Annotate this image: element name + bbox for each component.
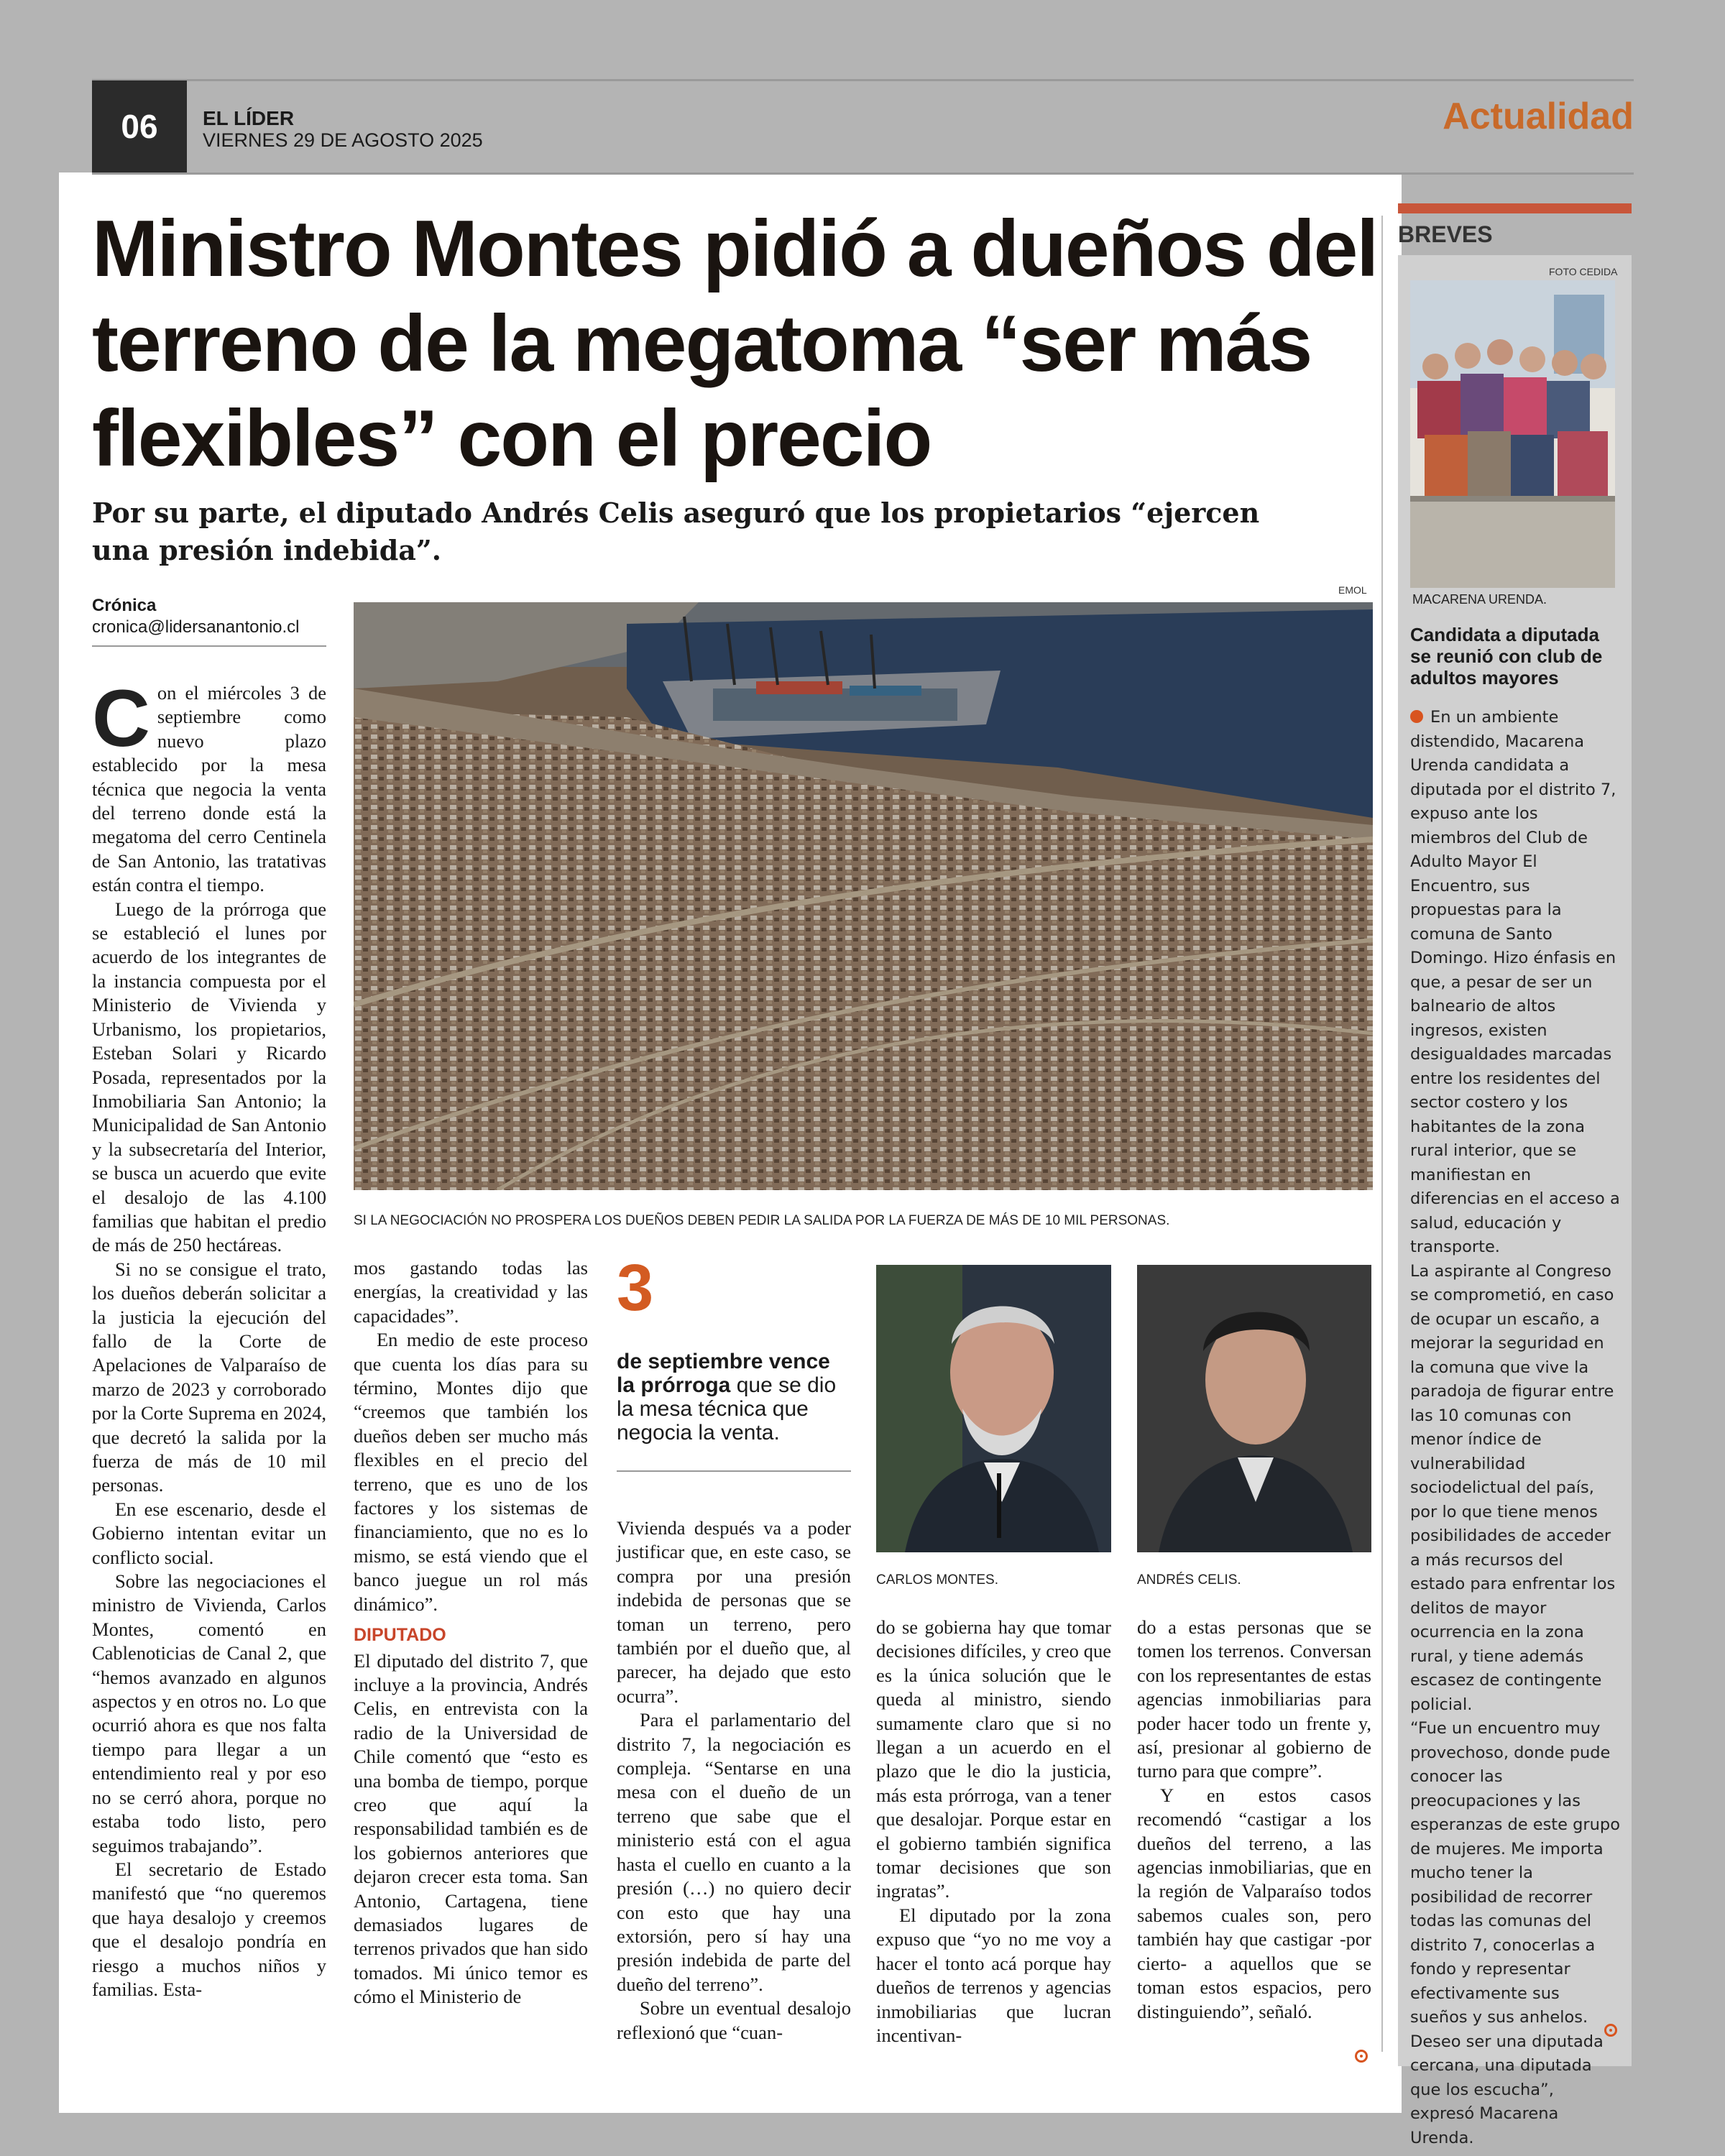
end-mark (1355, 2050, 1368, 2066)
sidebar-paragraph (1410, 706, 1620, 1260)
paragraph: Luego de la prórroga que se estableció el lunes por acuerdo de los integrantes de la instancia compuesta por el Ministerio de Vivienda y Urbanismo, los propietarios, Esteban Solari y Ricardo Posada, representados por la Inmobiliaria San Antonio; la Municipalidad de San Antonio y la subsecretaría del Interior, se busca un acuerdo que evite el desalojo de las 4.100 familias que habitan el predio de más de 250 hectáreas. (92, 898, 326, 1256)
article-column-4 (876, 1616, 1111, 2047)
sidebar-photo-caption: MACARENA URENDA. (1412, 592, 1547, 607)
issue-date: VIERNES 29 DE AGOSTO 2025 (203, 129, 483, 151)
paragraph: Para el parlamentario del distrito 7, la negociación es compleja. “Sentarse en una mesa con el dueño de un terreno que sabe que el ministerio está con el agua hasta el cuello en cuanto a la presión (…) no quiero decir con esto que hay una extorsión, pero sí hay una presión indebida de parte del dueño del terreno”. (617, 1709, 851, 1995)
group-photo-image (1410, 280, 1615, 588)
paragraph: El diputado por la zona expuso que “yo no me voy a hacer el tonto acá porque hay dueños de terrenos y agencias inmobiliarias que lucran incentivan- (876, 1904, 1111, 2046)
portrait-image (1137, 1265, 1371, 1552)
paragraph: Sobre un eventual desalojo reflexionó que “cuan- (617, 1997, 851, 2043)
lead-text: on el miércoles 3 de septiembre como nuevo plazo establecido por la mesa técnica que negocia la venta del terreno donde está la megatoma del cerro Centinela de San Antonio, las tratativas están contra el tiempo. (92, 682, 326, 896)
callout-rule (617, 1470, 851, 1472)
header-top-rule (92, 79, 1634, 81)
bullet-dot-icon (1410, 710, 1423, 723)
article-headline: Ministro Montes pidió a dueños del terreno de la megatoma “ser más flexibles” con el precio (92, 204, 1378, 483)
callout-rest: que se dio la mesa técnica que negocia la venta. (617, 1373, 837, 1445)
breves-bar (1398, 203, 1632, 213)
sidebar-paragraph: La aspirante al Congreso se comprometió, en caso de ocupar un escaño, a mejorar la seguridad en la comuna que vive la paradoja de figurar entre las 10 comunas con menor índice de vulnerabilidad sociodelictual del país, por lo que tiene menos posibilidades de acceder a más recursos del estado para enfrentar los delitos de mayor ocurrencia en la zona rural, y tiene además escasez de contingente policial. (1410, 1261, 1616, 1714)
photo-caption-montes: CARLOS MONTES. (876, 1572, 998, 1588)
article-column-5 (1137, 1616, 1371, 2024)
sidebar-paragraph-text: En un ambiente distendido, Macarena Urenda candidata a diputada por el distrito 7, expuso ante los miembros del Club de Adulto Mayor El Encuentro, sus propuestas para la comuna de Santo Domingo. Hizo énfasis en que, a pesar de ser un balneario de altos ingresos, existen desigualdades marcadas entre los residentes del sector costero y los habitantes de la zona rural interior, que se manifiestan en diferencias en el acceso a salud, educación y transporte. (1410, 708, 1620, 1256)
subhead-diputado: DIPUTADO (354, 1625, 446, 1646)
paragraph: En medio de este proceso que cuenta los días para su término, Montes dijo que “creemos que también los dueños deben ser mucho más flexibles en el precio del terreno, que es uno de los factores y los sistemas de financiamiento, que no es lo mismo, se está viendo que el banco juegue un rol más dinámico”. (354, 1329, 588, 1615)
end-mark-icon (1355, 2050, 1368, 2063)
photo-andres-celis (1137, 1265, 1371, 1552)
article-subtitle: Por su parte, el diputado Andrés Celis aseguró que los propietarios “ejercen una presión indebida”. (92, 497, 1260, 566)
paragraph: Si no se consigue el trato, los dueños deberán solicitar a la justicia la ejecución del fallo de la Corte de Apelaciones de Valparaíso de marzo de 2023 y corroborado por la Corte Suprema en 2024, que decretó la salida por la fuerza de más de 10 mil personas. (92, 1258, 326, 1496)
callout-bold: de septiembre vence la prórroga (617, 1350, 830, 1397)
sidebar-photo (1410, 280, 1615, 588)
byline (92, 595, 300, 638)
byline-rule (92, 645, 326, 647)
end-mark-icon (1604, 2024, 1617, 2037)
sidebar-end-mark (1604, 2024, 1617, 2040)
paper-name: EL LÍDER (203, 107, 295, 129)
breves-label: BREVES (1398, 221, 1493, 247)
article-column-2 (354, 1256, 588, 2009)
paragraph: En ese escenario, desde el Gobierno intentan evitar un conflicto social. (92, 1498, 326, 1568)
column-separator (1381, 216, 1383, 2052)
article-column-1 (92, 673, 326, 2001)
paragraph: do se gobierna hay que tomar decisiones difíciles, y creo que es la única solución que le queda al ministro, siendo sumamente claro que si no llegan a un acuerdo en el plazo que le dio la justicia, más esta prórroga, van a tener que desalojar. Porque estar en el gobierno también significa tomar decisiones que son ingratas”. (876, 1616, 1111, 1902)
paragraph: El secretario de Estado manifestó que “no queremos que haya desalojo y creemos que el desalojo pondría en riesgo a muchos niños y familias. Esta- (92, 1858, 326, 2000)
byline-name: Crónica (92, 596, 157, 615)
article-column-3 (617, 1516, 851, 2045)
paragraph: do a estas personas que se tomen los terrenos. Conversan con los representantes de estas agencias inmobiliarias para poder hacer todo un frente y, así, presionar al gobierno de turno para que compre”. (1137, 1616, 1371, 1782)
section-title: Actualidad (1443, 96, 1634, 137)
header-bottom-rule (92, 172, 1634, 175)
paragraph: mos gastando todas las energías, la creatividad y las capacidades”. (354, 1257, 588, 1327)
page-number: 06 (92, 80, 187, 172)
dropcap: C (92, 673, 150, 763)
main-photo (354, 602, 1373, 1190)
callout-number: 3 (617, 1251, 654, 1325)
paragraph: El diputado del distrito 7, que incluye a la provincia, Andrés Celis, en entrevista con la radio de la Universidad de Chile comentó que “esto es una bomba de tiempo, porque creo que aquí la responsabilidad también es de los gobiernos anteriores que dejaron crecer esta toma. San Antonio, Cartagena, tiene demasiados lugares de terrenos privados que han sido tomados. Mi único temor es cómo el Ministerio de (354, 1649, 588, 2008)
lead-paragraph (92, 673, 326, 898)
callout-text (617, 1350, 845, 1445)
photo-carlos-montes (876, 1265, 1111, 1552)
main-photo-caption: SI LA NEGOCIACIÓN NO PROSPERA LOS DUEÑOS DEBEN PEDIR LA SALIDA POR LA FUERZA DE MÁS DE 10 MIL PERSONAS. (354, 1213, 1170, 1228)
sidebar-headline: Candidata a diputada se reunió con club de adultos mayores (1410, 624, 1603, 688)
sidebar-paragraph: “Fue un encuentro muy provechoso, donde pude conocer las preocupaciones y las esperanzas de este grupo de mujeres. Me importa mucho tener la posibilidad de recorrer todas las comunas del distrito 7, conocerlas a fondo y representar efectivamente sus sueños y sus anhelos. Deseo ser una diputada cercana, una diputada que los escucha”, expresó Macarena Urenda. (1410, 1719, 1620, 2147)
aerial-settlement-image (354, 602, 1373, 1190)
sidebar-photo-credit: FOTO CEDIDA (1549, 266, 1618, 277)
photo-caption-celis: ANDRÉS CELIS. (1137, 1572, 1241, 1588)
paragraph: Sobre las negociaciones el ministro de Vivienda, Carlos Montes, comentó en Cablenoticias de Canal 2, que “hemos avanzado en algunos aspectos y en otros no. Lo que ocurrió ahora es que nos falta tiempo para llegar a un entendimiento real y por eso no se cerró ahora, porque no estaba todo listo, pero seguimos trabajando”. (92, 1570, 326, 1856)
sidebar-text (1410, 706, 1620, 2150)
paragraph: Vivienda después va a poder justificar que, en este caso, se compra por una presión indebida de personas que se toman un terreno, pero también por el dueño que, al parecer, ha dejado que esto ocurra”. (617, 1517, 851, 1707)
photo-credit: EMOL (1338, 584, 1367, 596)
portrait-image (876, 1265, 1111, 1552)
byline-email[interactable]: cronica@lidersanantonio.cl (92, 617, 300, 637)
paragraph: Y en estos casos recomendó “castigar a los dueños del terreno, a las agencias inmobiliarias, que en la región de Valparaíso todos sabemos cuales son, pero también hay que castigar -por cierto- a aquellos que se toman estos espacios, pero distinguiendo”, señaló. (1137, 1784, 1371, 2022)
